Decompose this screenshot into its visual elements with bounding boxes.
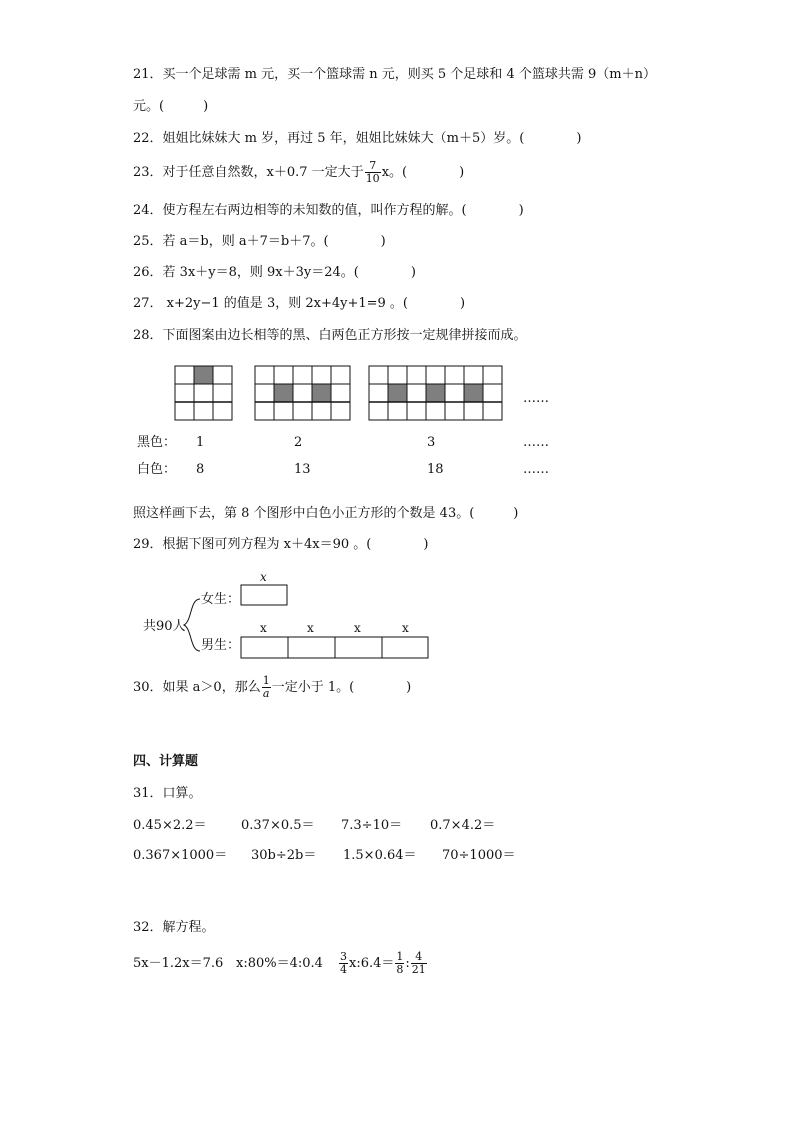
question-28-conclusion: 照这样画下去，第 8 个图形中白色小正方形的个数是 43。( ) <box>133 506 519 521</box>
white-tile <box>255 384 274 402</box>
fraction-numerator: 1 <box>262 674 270 687</box>
question-26: 26．若 3x＋y＝8，则 9x＋3y＝24。( ) <box>133 265 416 280</box>
girls-box <box>241 585 287 605</box>
question-24: 24．使方程左右两边相等的未知数的值，叫作方程的解。( ) <box>133 203 524 218</box>
fraction-numerator: 4 <box>411 951 427 964</box>
white-tile <box>213 402 232 420</box>
question-29: 29．根据下图可列方程为 x＋4x＝90 。( ) <box>133 537 429 552</box>
white-tile <box>312 402 331 420</box>
white-count-1: 8 <box>196 462 205 477</box>
fraction-numerator: 1 <box>396 950 404 963</box>
fraction-denominator: a <box>262 687 270 700</box>
tile-pattern-figure <box>0 360 794 480</box>
black-tile <box>312 384 331 402</box>
question-30-tail: 一定小于 1。( ) <box>271 680 412 695</box>
total-label: 共90人 <box>143 619 186 634</box>
question-27: 27． x+2y−1 的值是 3，则 2x+4y+1=9 。( ) <box>133 296 466 311</box>
white-tile <box>194 384 213 402</box>
question-23 <box>133 160 464 185</box>
black-ellipsis: …… <box>523 435 549 450</box>
white-ellipsis: …… <box>523 462 549 477</box>
section-heading: 四、计算题 <box>133 754 199 769</box>
white-tile <box>445 384 464 402</box>
question-22: 22．姐姐比妹妹大 m 岁，再过 5 年，姐姐比妹妹大（m＋5）岁。( ) <box>133 131 582 146</box>
equation-1: 5x－1.2x＝7.6 <box>133 956 224 971</box>
white-tile <box>293 402 312 420</box>
question-21-line1: 21．买一个足球需 m 元，买一个篮球需 n 元，则买 5 个足球和 4 个篮球共需 9（m＋n） <box>133 67 656 82</box>
white-tile <box>274 402 293 420</box>
black-count-2: 2 <box>294 435 303 450</box>
fraction-4-21 <box>411 951 427 976</box>
fraction-denominator: 4 <box>340 963 347 976</box>
boys-var-2: x <box>307 621 314 635</box>
white-tile <box>483 366 502 384</box>
question-23-tail: x。( ) <box>381 165 465 180</box>
black-count-1: 1 <box>196 435 205 450</box>
white-tile <box>255 402 274 420</box>
white-count-2: 13 <box>294 462 311 477</box>
white-tile <box>213 366 232 384</box>
white-tile <box>369 366 388 384</box>
fraction-denominator: 8 <box>396 963 404 976</box>
white-tile <box>331 402 350 420</box>
white-tile <box>312 366 331 384</box>
equation-diagram <box>130 565 450 665</box>
black-tile <box>388 384 407 402</box>
boys-var-1: x <box>260 621 267 635</box>
black-label: 黑色： <box>137 435 177 450</box>
white-tile <box>369 384 388 402</box>
white-tile <box>445 402 464 420</box>
mental-calc-2: 0.37×0.5＝ <box>241 818 315 833</box>
white-tile <box>194 402 213 420</box>
white-tile <box>331 366 350 384</box>
fraction-denominator: 10 <box>365 172 380 185</box>
white-tile <box>483 402 502 420</box>
question-32-title: 32．解方程。 <box>133 920 215 935</box>
equation-2: x:80%＝4:0.4 <box>236 956 323 971</box>
black-count-3: 3 <box>427 435 436 450</box>
boys-label: 男生： <box>201 638 241 653</box>
white-tile <box>407 402 426 420</box>
pattern-figure-1 <box>175 366 232 420</box>
girls-label: 女生： <box>201 592 241 607</box>
equation-3-mid: x:6.4＝ <box>349 956 395 971</box>
white-tile <box>255 366 274 384</box>
mental-calc-5: 0.367×1000＝ <box>133 848 228 863</box>
white-tile <box>293 366 312 384</box>
black-tile <box>274 384 293 402</box>
white-tile <box>407 366 426 384</box>
fraction-7-10 <box>365 160 381 185</box>
question-23-text: 23．对于任意自然数，x＋0.7 一定大于 <box>133 165 364 180</box>
white-tile <box>388 366 407 384</box>
mental-calc-3: 7.3÷10＝ <box>341 818 403 833</box>
pattern-figure-2 <box>255 366 350 420</box>
white-tile <box>426 402 445 420</box>
equation-3-colon: : <box>405 956 410 971</box>
boys-var-4: x <box>402 621 409 635</box>
white-tile <box>407 384 426 402</box>
fraction-1-a <box>262 675 271 700</box>
white-tile <box>445 366 464 384</box>
mental-calc-1: 0.45×2.2＝ <box>133 818 207 833</box>
white-tile <box>464 366 483 384</box>
mental-calc-8: 70÷1000＝ <box>442 848 516 863</box>
black-tile <box>194 366 213 384</box>
white-tile <box>175 384 194 402</box>
white-tile <box>175 402 194 420</box>
mental-calc-7: 1.5×0.64＝ <box>343 848 417 863</box>
fraction-3-4 <box>339 951 348 976</box>
fraction-1-8 <box>395 951 404 976</box>
white-count-3: 18 <box>427 462 444 477</box>
fraction-numerator: 3 <box>340 950 347 963</box>
question-30 <box>133 675 411 700</box>
mental-calc-4: 0.7×4.2＝ <box>430 818 496 833</box>
girls-var: x <box>260 570 267 584</box>
fraction-denominator: 21 <box>411 963 426 976</box>
boys-var-3: x <box>354 621 361 635</box>
question-28-title: 28．下面图案由边长相等的黑、白两色正方形按一定规律拼接而成。 <box>133 328 527 343</box>
equation-3 <box>338 946 428 982</box>
black-tile <box>426 384 445 402</box>
white-tile <box>293 384 312 402</box>
black-tile <box>464 384 483 402</box>
white-tile <box>274 366 293 384</box>
question-31-title: 31．口算。 <box>133 786 202 801</box>
pattern-figure-3 <box>369 366 502 420</box>
white-tile <box>213 384 232 402</box>
white-tile <box>426 366 445 384</box>
white-tile <box>464 402 483 420</box>
white-label: 白色： <box>137 462 177 477</box>
pattern-ellipsis: …… <box>523 391 549 406</box>
white-tile <box>369 402 388 420</box>
white-tile <box>331 384 350 402</box>
question-21-line2: 元。( ) <box>133 99 209 114</box>
mental-calc-6: 30b÷2b＝ <box>251 848 317 863</box>
question-30-text: 30．如果 a＞0，那么 <box>133 680 261 695</box>
brace <box>184 599 200 651</box>
white-tile <box>388 402 407 420</box>
white-tile <box>483 384 502 402</box>
white-tile <box>175 366 194 384</box>
question-25: 25．若 a＝b，则 a＋7＝b＋7。( ) <box>133 234 386 249</box>
fraction-numerator: 7 <box>365 160 381 173</box>
